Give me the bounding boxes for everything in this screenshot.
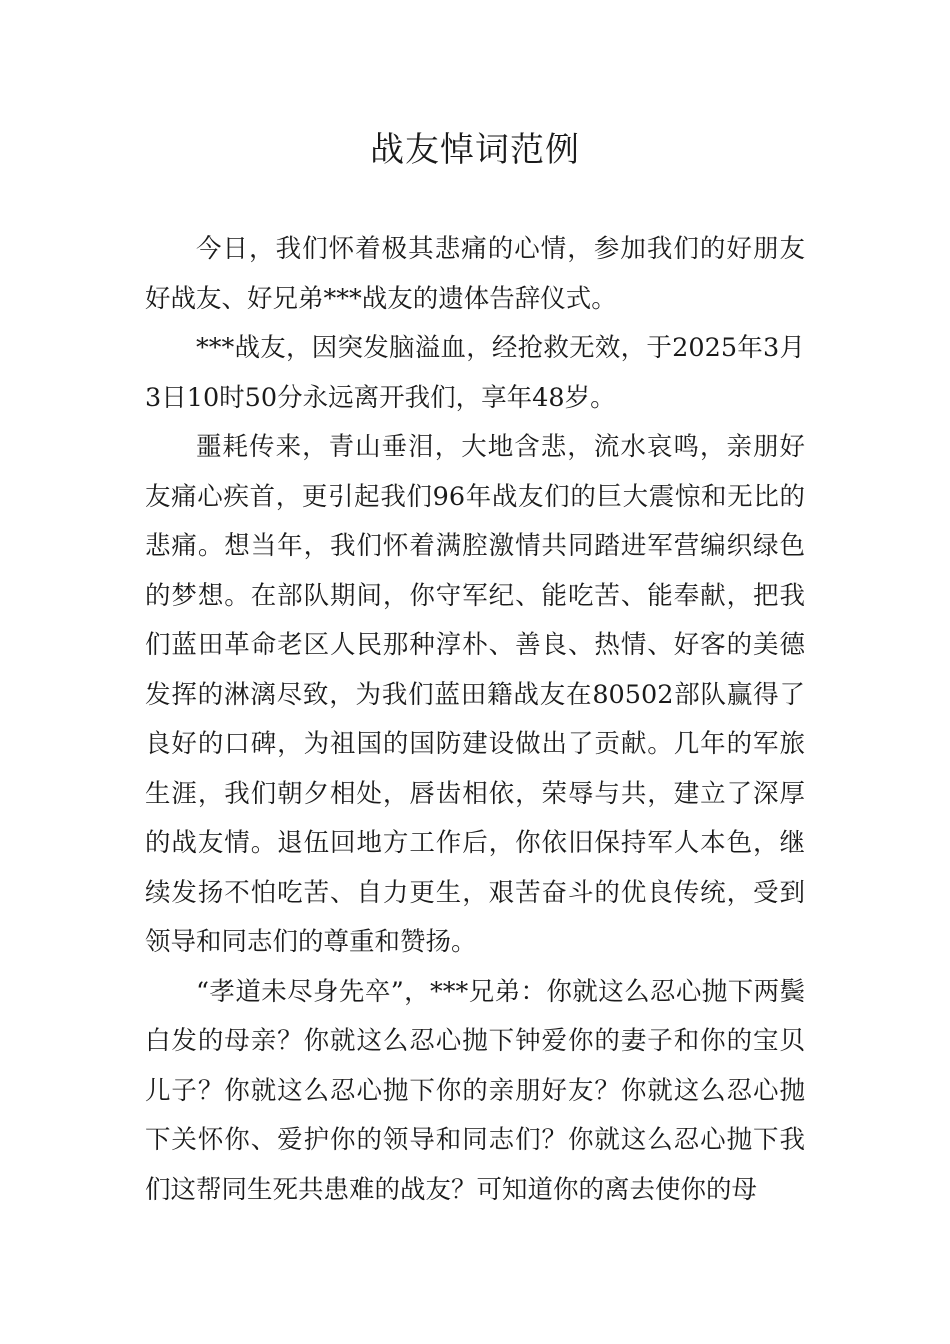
paragraph-3: 噩耗传来，青山垂泪，大地含悲，流水哀鸣，亲朋好友痛心疾首，更引起我们96年战友们的巨大震惊和无比的悲痛。想当年，我们怀着满腔激情共同踏进军营编织绿色的梦想。在部队期间，你守军纪、能吃苦、能奉献，把我们蓝田革命老区人民那种淳朴、善良、热情、好客的美德发挥的淋漓尽致，为我们蓝田籍战友在80502部队赢得了良好的口碑，为祖国的国防建设做出了贡献。几年的军旅生涯，我们朝夕相处，唇齿相依，荣辱与共，建立了深厚的战友情。退伍回地方工作后，你依旧保持军人本色，继续发扬不怕吃苦、自力更生，艰苦奋斗的优良传统，受到领导和同志们的尊重和赞扬。 [145, 432, 805, 957]
paragraph-4: “孝道未尽身先卒”，***兄弟：你就这么忍心抛下两鬓白发的母亲？你就这么忍心抛下钟爱你的妻子和你的宝贝儿子？你就这么忍心抛下你的亲朋好友？你就这么忍心抛下关怀你、爱护你的领导和同志们？你就这么忍心抛下我们这帮同生死共患难的战友？可知道你的离去使你的母 [145, 976, 805, 1205]
document-title: 战友悼词范例 [370, 130, 580, 170]
document-body [145, 225, 805, 1215]
paragraph-2: ***战友，因突发脑溢血，经抢救无效，于2025年3月3日10时50分永远离开我们，享年48岁。 [145, 333, 805, 413]
paragraph-1: 今日，我们怀着极其悲痛的心情，参加我们的好朋友好战友、好兄弟***战友的遗体告辞仪式。 [145, 234, 805, 314]
